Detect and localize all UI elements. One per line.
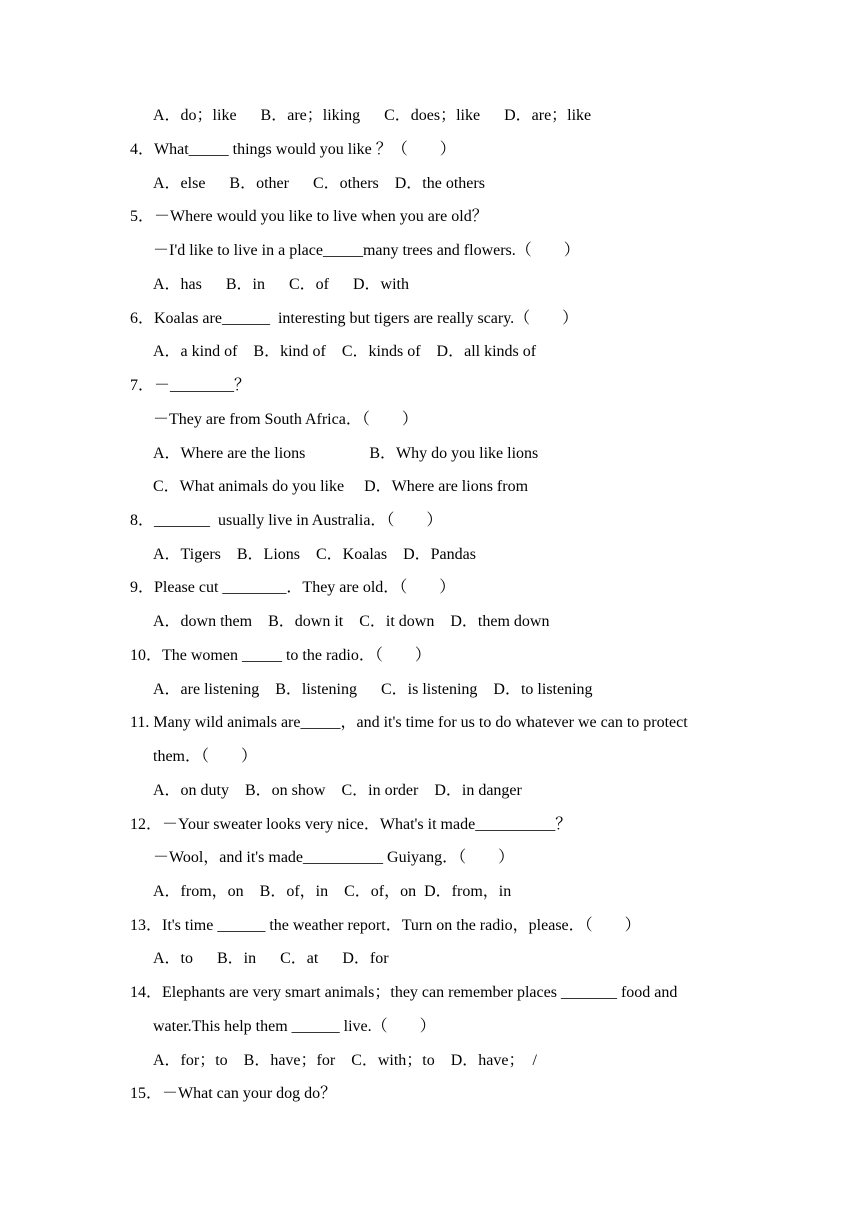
q12-reply: －Wool，and it's made__________ Guiyang．（ ） (153, 849, 515, 866)
q15-question: 15．－What can your dog do？ (130, 1085, 337, 1102)
q13-question: 13．It's time ______ the weather report．Turn on the radio，please．（ ） (130, 917, 641, 934)
q9-question: 9．Please cut ________．They are old．（ ） (130, 579, 456, 596)
q6-question: 6．Koalas are______ interesting but tigers are really scary.（ ） (130, 310, 579, 327)
q12-question: 12．－Your sweater looks very nice．What's it made__________？ (130, 816, 572, 833)
q5-question: 5．－Where would you like to live when you are old？ (130, 208, 488, 225)
q14-question-cont: water.This help them ______ live.（ ） (153, 1018, 436, 1035)
q14-question: 14．Elephants are very smart animals；they can remember places _______ food and (130, 984, 678, 1001)
q11-question: 11. Many wild animals are_____，and it's time for us to do whatever we can to protect (130, 714, 688, 731)
q7-reply: －They are from South Africa．（ ） (153, 411, 418, 428)
q10-options: A．are listening B．listening C．is listening D．to listening (153, 681, 593, 698)
q7-options-row2: C．What animals do you like D．Where are lions from (153, 478, 529, 495)
q3-options: A．do；like B．are；liking C．does；like D．are；like (153, 107, 592, 124)
q4-question: 4．What_____ things would you like ？（ ） (130, 141, 456, 158)
q8-options: A．Tigers B．Lions C．Koalas D．Pandas (153, 546, 476, 563)
q7-question: 7．－________？ (130, 377, 251, 394)
q7-options-row1: A．Where are the lions B．Why do you like lions (153, 445, 539, 462)
q13-options: A．to B．in C．at D．for (153, 950, 389, 967)
q5-options: A．has B．in C．of D．with (153, 276, 410, 293)
q10-question: 10．The women _____ to the radio．（ ） (130, 647, 431, 664)
q8-question: 8．_______ usually live in Australia．（ ） (130, 512, 443, 529)
q9-options: A．down them B．down it C．it down D．them down (153, 613, 550, 630)
q12-options: A．from，on B．of，in C．of，on D．from，in (153, 883, 512, 900)
q4-options: A．else B．other C．others D．the others (153, 175, 485, 192)
q11-question-cont: them．（ ） (153, 748, 257, 765)
q14-options: A．for；to B．have；for C．with；to D．have； / (153, 1052, 537, 1069)
q6-options: A．a kind of B．kind of C．kinds of D．all kinds of (153, 343, 537, 360)
q11-options: A．on duty B．on show C．in order D．in danger (153, 782, 522, 799)
q5-reply: －I'd like to live in a place_____many trees and flowers.（ ） (153, 242, 580, 259)
